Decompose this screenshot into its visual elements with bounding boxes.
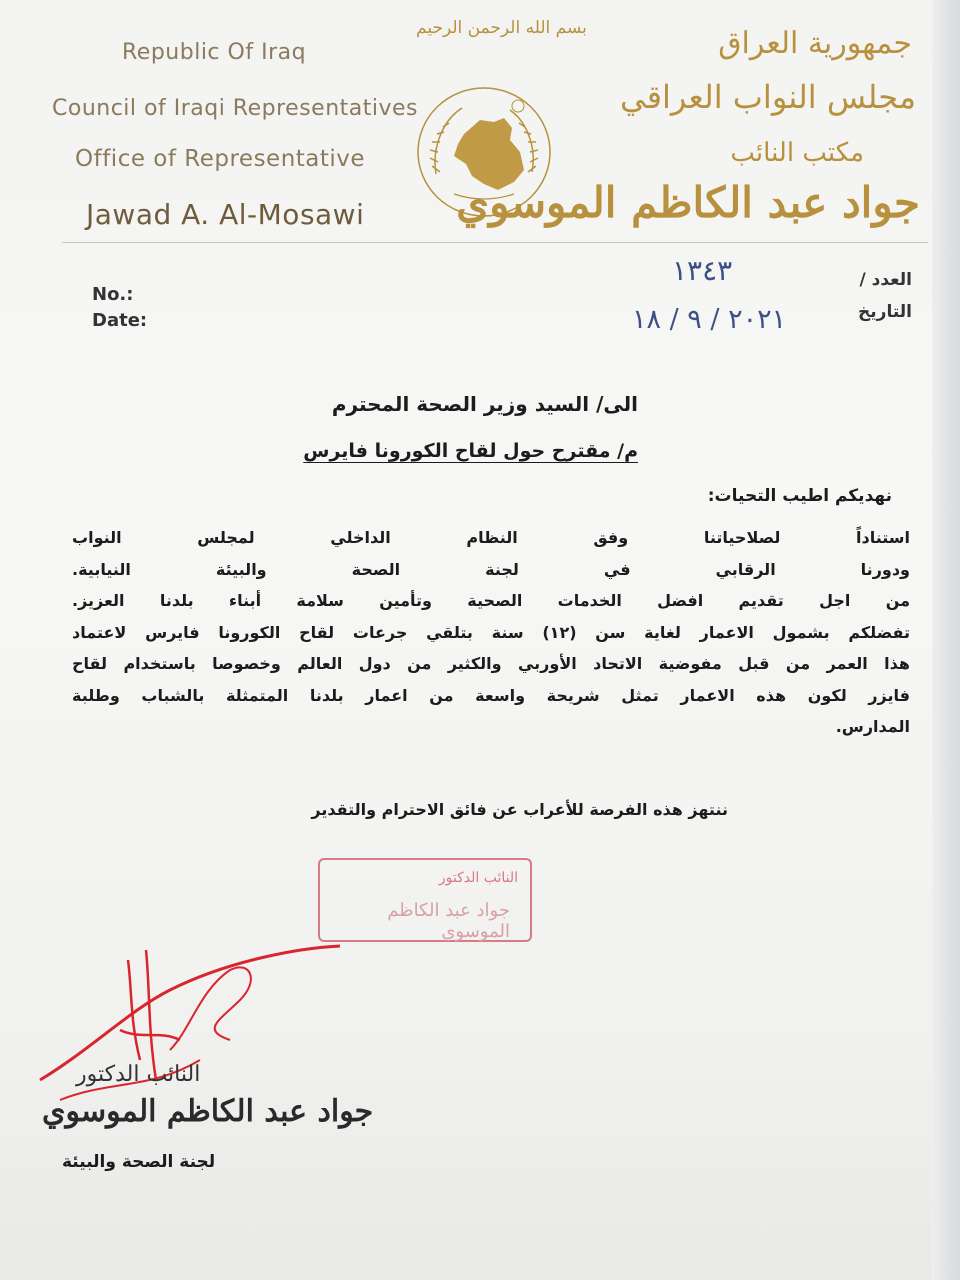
letter-body-line: تفضلكم بشمول الاعمار لغاية سن (١٢) سنة بتلقي جرعات لقاح الكورونا فايرس لاعتماد [72, 622, 910, 642]
stamp-title: النائب الدكتور [438, 870, 518, 886]
letterhead-en-office: Office of Representative [75, 146, 366, 172]
handwritten-date: ٢٠٢١ / ٩ / ١٨ [632, 304, 787, 335]
letter-recipient: الى/ السيد وزير الصحة المحترم [331, 392, 638, 416]
letter-body-line: من اجل تقديم افضل الخدمات الصحية وتأمين سلامة أبناء بلدنا العزيز. [72, 591, 910, 610]
date-label: Date: [92, 310, 148, 331]
letter-subject: م/ مقترح حول لقاح الكورونا فايرس [303, 440, 638, 462]
page-edge-shadow [932, 0, 960, 1280]
stamp-name: جواد عبد الكاظم الموسوي [387, 900, 510, 942]
letter-greeting: نهديكم اطيب التحيات: [707, 486, 892, 506]
handwritten-number: ١٣٤٣ [672, 254, 733, 287]
letter-body-line: هذا العمر من قبل مفوضية الاتحاد الأوربي والكثير من دول العالم وخصوصا باستخدام لقاح [72, 654, 910, 673]
basmala-text: بسم الله الرحمن الرحيم [416, 18, 587, 38]
letterhead-en-name: Jawad A. Al-Mosawi [86, 198, 365, 231]
letterhead-ar-name: جواد عبد الكاظم الموسوي [456, 178, 920, 227]
letter-body-line: استناداً لصلاحياتنا وفق النظام الداخلي لمجلس النواب [72, 528, 910, 547]
number-label: No.: [92, 284, 134, 305]
letter-body [72, 522, 910, 743]
letter-body-line: ودورنا الرقابي في لجنة الصحة والبيئة النيابية. [72, 559, 910, 579]
letterhead-ar-office: مكتب النائب [730, 138, 864, 168]
signature-name: جواد عبد الكاظم الموسوي [42, 1094, 374, 1129]
ar-date-label: التاريخ [858, 302, 912, 322]
letterhead-ar-republic: جمهورية العراق [718, 26, 912, 61]
ar-number-label: العدد / [859, 270, 912, 290]
letterhead-en-council: Council of Iraqi Representatives [52, 96, 419, 121]
signature-committee: لجنة الصحة والبيئة [62, 1152, 216, 1172]
letter-body-line: فايزر لكون هذه الاعمار تمثل شريحة واسعة من اعمار بلدنا المتمثلة بالشباب وطلبة [72, 685, 910, 705]
letterhead-ar-council: مجلس النواب العراقي [620, 78, 916, 116]
letterhead-divider [62, 242, 928, 243]
signature-title: النائب الدكتور [76, 1062, 201, 1087]
letter-body-line: المدارس. [835, 717, 910, 736]
letterhead-en-republic: Republic Of Iraq [122, 40, 307, 65]
letter-closing: ننتهز هذه الفرصة للأعراب عن فائق الاحترام والتقدير [311, 800, 728, 819]
